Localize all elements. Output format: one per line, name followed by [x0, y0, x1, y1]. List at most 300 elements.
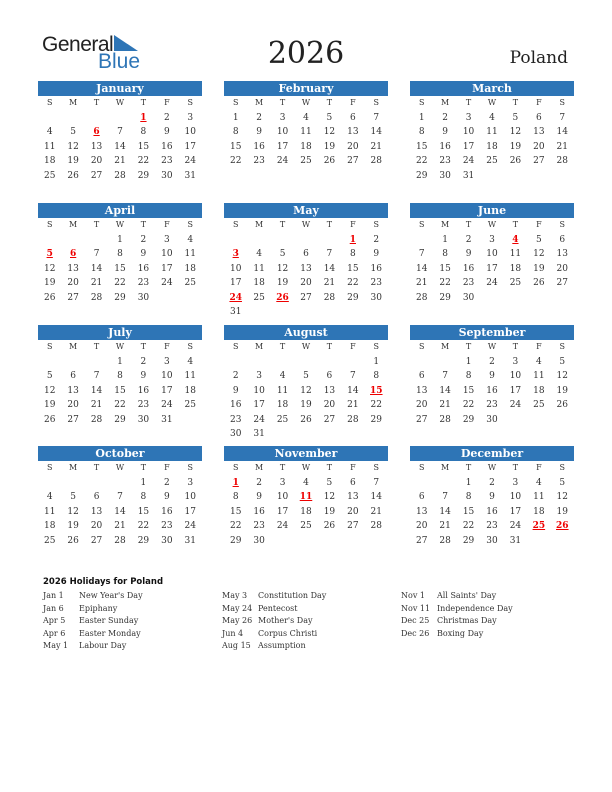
- day-cell: 15: [439, 263, 451, 274]
- holiday-name: Assumption: [258, 641, 306, 650]
- day-cell: 18: [509, 263, 522, 274]
- weekday-label: S: [46, 220, 53, 229]
- day-cell: 4: [187, 356, 194, 367]
- day-cell: 11: [509, 249, 522, 259]
- weekday-label: T: [512, 342, 519, 351]
- day-cell: 26: [67, 170, 79, 181]
- weekday-label: S: [187, 342, 194, 351]
- weekday-label: S: [46, 98, 53, 107]
- day-cell: 3: [187, 477, 194, 488]
- day-cell: 16: [462, 263, 475, 274]
- weekday-label: T: [279, 342, 286, 351]
- holiday-name: Easter Monday: [79, 628, 141, 638]
- weekday-label: F: [164, 463, 170, 472]
- day-cell: 23: [253, 156, 265, 166]
- weekday-label: T: [465, 98, 472, 107]
- day-cell: 17: [486, 263, 498, 274]
- day-cell: 12: [67, 141, 79, 152]
- weekday-label: W: [115, 98, 125, 107]
- empty-cell: [85, 476, 108, 491]
- day-cell: 2: [163, 112, 170, 123]
- day-cell: 26: [556, 521, 569, 531]
- day-cell: 26: [67, 535, 79, 546]
- day-cell: 21: [556, 141, 568, 152]
- day-cell: 5: [303, 371, 309, 381]
- day-cell: 10: [509, 492, 522, 502]
- day-cell: 20: [300, 278, 312, 288]
- day-cell: 15: [114, 385, 126, 396]
- day-cell: 1: [140, 112, 147, 123]
- weekday-label: F: [536, 342, 542, 351]
- day-cell: 10: [229, 263, 242, 274]
- weekday-label: F: [536, 220, 542, 229]
- holiday-name: Corpus Christi: [258, 628, 318, 638]
- day-cell: 3: [232, 249, 239, 259]
- day-cell: 8: [140, 127, 147, 137]
- day-cell: 28: [90, 292, 103, 303]
- day-cell: 15: [462, 506, 475, 517]
- day-cell: 7: [442, 371, 448, 381]
- day-cell: 4: [303, 112, 309, 123]
- day-cell: 12: [323, 492, 336, 502]
- day-cell: 23: [137, 400, 150, 410]
- day-cell: 24: [462, 156, 475, 166]
- month-header: November: [224, 446, 388, 461]
- day-cell: 23: [161, 521, 173, 531]
- month-header: December: [410, 446, 574, 461]
- day-cell: 22: [137, 156, 150, 166]
- weekday-label: W: [487, 220, 497, 229]
- day-cell: 4: [279, 371, 286, 381]
- holiday-item: [43, 615, 143, 628]
- day-cell: 25: [276, 414, 289, 425]
- day-cell: 24: [486, 278, 498, 288]
- weekday-label: S: [418, 342, 425, 351]
- day-cell: 2: [256, 477, 262, 488]
- day-cell: 18: [43, 521, 56, 531]
- day-cell: 29: [114, 292, 126, 303]
- day-cell: 29: [462, 535, 475, 546]
- month-june: [410, 203, 574, 305]
- month-header: January: [38, 81, 202, 96]
- day-cell: 26: [509, 156, 522, 166]
- weekday-label: S: [232, 220, 239, 229]
- day-cell: 27: [300, 292, 312, 303]
- empty-cell: [85, 355, 108, 370]
- empty-cell: [85, 111, 108, 126]
- day-cell: 2: [140, 356, 147, 367]
- weekday-label: S: [232, 463, 239, 472]
- day-cell: 7: [326, 249, 333, 259]
- day-cell: 30: [229, 429, 242, 439]
- day-cell: 23: [486, 521, 498, 531]
- day-cell: 13: [323, 385, 336, 396]
- weekday-label: S: [559, 342, 566, 351]
- weekday-label: F: [536, 98, 542, 107]
- day-cell: 2: [489, 477, 495, 488]
- day-cell: 2: [140, 234, 147, 245]
- day-cell: 18: [253, 278, 265, 288]
- holiday-name: Epiphany: [79, 603, 118, 613]
- day-cell: 5: [559, 356, 566, 367]
- day-cell: 8: [232, 492, 239, 502]
- month-may: [224, 203, 388, 320]
- day-cell: 15: [114, 263, 126, 274]
- day-cell: 13: [90, 506, 103, 517]
- empty-cell: [294, 355, 317, 370]
- day-cell: 23: [439, 156, 451, 166]
- day-cell: 14: [323, 263, 336, 274]
- day-cell: 23: [161, 156, 173, 166]
- holiday-item: [43, 590, 143, 603]
- day-cell: 26: [43, 292, 56, 303]
- weekday-label: F: [164, 98, 170, 107]
- day-cell: 31: [509, 535, 522, 546]
- day-cell: 14: [114, 141, 126, 152]
- holiday-name: Christmas Day: [437, 616, 497, 625]
- day-cell: 22: [229, 156, 242, 166]
- day-cell: 27: [533, 156, 545, 166]
- empty-cell: [294, 233, 317, 248]
- day-cell: 9: [140, 371, 147, 381]
- day-cell: 8: [349, 249, 356, 259]
- day-cell: 4: [187, 234, 194, 245]
- day-cell: 29: [415, 170, 428, 181]
- day-cell: 25: [43, 170, 56, 181]
- day-cell: 1: [117, 234, 123, 245]
- month-august: [224, 325, 388, 442]
- weekday-label: F: [350, 463, 356, 472]
- empty-cell: [38, 355, 61, 370]
- day-cell: 1: [232, 112, 239, 123]
- weekday-label: M: [441, 463, 450, 472]
- day-cell: 24: [184, 521, 196, 531]
- day-cell: 9: [465, 249, 472, 259]
- month-november: [224, 446, 388, 548]
- day-cell: 24: [161, 278, 173, 288]
- weekday-label: W: [487, 342, 497, 351]
- day-cell: 31: [184, 170, 196, 181]
- day-cell: 18: [486, 141, 498, 152]
- day-cell: 18: [184, 263, 196, 274]
- day-cell: 29: [137, 535, 150, 546]
- day-cell: 30: [161, 535, 173, 546]
- day-cell: 21: [114, 156, 126, 166]
- weekday-label: W: [487, 463, 497, 472]
- day-cell: 20: [67, 278, 79, 288]
- day-cell: 7: [559, 112, 566, 123]
- day-cell: 8: [465, 371, 472, 381]
- holiday-name: New Year's Day: [79, 591, 143, 600]
- day-cell: 27: [415, 414, 428, 425]
- day-cell: 1: [465, 477, 472, 488]
- day-cell: 6: [70, 371, 76, 381]
- day-cell: 7: [373, 477, 380, 488]
- empty-cell: [38, 233, 61, 248]
- day-cell: 10: [184, 492, 196, 502]
- weekday-label: T: [140, 342, 147, 351]
- weekday-label: F: [164, 342, 170, 351]
- day-cell: 22: [114, 400, 126, 410]
- weekday-label: W: [301, 220, 311, 229]
- holiday-date: Nov 1: [401, 591, 425, 600]
- weekday-label: M: [69, 342, 78, 351]
- day-cell: 11: [184, 249, 196, 259]
- weekday-label: T: [465, 220, 472, 229]
- day-cell: 31: [184, 535, 196, 546]
- day-cell: 16: [439, 141, 451, 152]
- day-cell: 26: [43, 414, 56, 425]
- weekday-label: S: [373, 220, 380, 229]
- day-cell: 4: [46, 127, 53, 137]
- holiday-item: [43, 628, 143, 641]
- day-cell: 4: [512, 234, 519, 245]
- day-cell: 1: [117, 356, 123, 367]
- holiday-date: May 26: [222, 616, 253, 625]
- empty-cell: [61, 355, 84, 370]
- day-cell: 10: [462, 127, 475, 137]
- month-march: [410, 81, 574, 183]
- day-cell: 4: [256, 249, 262, 259]
- day-cell: 7: [373, 112, 380, 123]
- day-cell: 17: [509, 506, 522, 517]
- day-cell: 26: [533, 278, 545, 288]
- day-cell: 25: [253, 292, 265, 303]
- holiday-item: [222, 640, 326, 653]
- weekday-label: T: [512, 463, 519, 472]
- day-cell: 11: [533, 492, 545, 502]
- day-cell: 5: [46, 371, 53, 381]
- holiday-item: [222, 628, 326, 641]
- day-cell: 21: [323, 278, 336, 288]
- empty-cell: [410, 233, 433, 248]
- day-cell: 11: [299, 492, 313, 502]
- month-september: [410, 325, 574, 427]
- day-cell: 28: [556, 156, 568, 166]
- day-cell: 19: [556, 506, 568, 517]
- weekday-label: T: [140, 98, 147, 107]
- day-cell: 4: [46, 492, 53, 502]
- day-cell: 23: [486, 400, 498, 410]
- empty-cell: [271, 233, 294, 248]
- day-cell: 24: [509, 521, 522, 531]
- day-cell: 27: [90, 170, 103, 181]
- day-cell: 17: [253, 400, 265, 410]
- day-cell: 4: [535, 356, 542, 367]
- day-cell: 19: [509, 141, 522, 152]
- day-cell: 13: [347, 492, 359, 502]
- day-cell: 6: [349, 477, 356, 488]
- day-cell: 20: [90, 521, 103, 531]
- weekday-label: T: [140, 220, 147, 229]
- holiday-item: [401, 590, 513, 603]
- day-cell: 24: [509, 400, 522, 410]
- day-cell: 14: [114, 506, 126, 517]
- month-header: April: [38, 203, 202, 218]
- day-cell: 19: [43, 278, 56, 288]
- weekday-label: W: [115, 220, 125, 229]
- holiday-name: Pentecost: [258, 603, 298, 613]
- day-cell: 17: [276, 141, 289, 152]
- year-title: 2026: [267, 36, 345, 71]
- day-cell: 10: [509, 371, 522, 381]
- day-cell: 29: [347, 292, 359, 303]
- day-cell: 14: [439, 385, 451, 396]
- day-cell: 18: [300, 506, 312, 517]
- holiday-date: Jan 6: [43, 603, 64, 613]
- holiday-name: Constitution Day: [258, 591, 327, 600]
- empty-cell: [108, 476, 131, 491]
- day-cell: 23: [229, 414, 242, 425]
- day-cell: 7: [442, 492, 448, 502]
- day-cell: 6: [93, 492, 100, 502]
- day-cell: 12: [509, 127, 522, 137]
- day-cell: 5: [326, 112, 333, 123]
- day-cell: 22: [439, 278, 451, 288]
- day-cell: 10: [253, 385, 265, 396]
- weekday-label: F: [350, 342, 356, 351]
- day-cell: 9: [256, 492, 262, 502]
- day-cell: 9: [163, 127, 170, 137]
- weekday-label: M: [255, 342, 264, 351]
- day-cell: 28: [439, 414, 451, 425]
- day-cell: 14: [439, 506, 451, 517]
- day-cell: 26: [300, 414, 312, 425]
- weekday-label: W: [487, 98, 497, 107]
- day-cell: 9: [140, 249, 147, 259]
- day-cell: 19: [300, 400, 312, 410]
- day-cell: 8: [232, 127, 239, 137]
- day-cell: 15: [347, 263, 359, 274]
- empty-cell: [247, 233, 270, 248]
- day-cell: 29: [229, 535, 242, 546]
- holiday-name: Independence Day: [437, 603, 513, 613]
- day-cell: 20: [90, 156, 103, 166]
- day-cell: 7: [93, 249, 100, 259]
- day-cell: 6: [303, 249, 309, 259]
- day-cell: 3: [187, 112, 194, 123]
- day-cell: 17: [161, 385, 173, 396]
- day-cell: 17: [184, 506, 196, 517]
- day-cell: 22: [370, 400, 382, 410]
- day-cell: 14: [347, 385, 359, 396]
- weekday-label: W: [115, 463, 125, 472]
- day-cell: 17: [161, 263, 173, 274]
- day-cell: 23: [462, 278, 475, 288]
- day-cell: 13: [556, 249, 568, 259]
- day-cell: 12: [323, 127, 336, 137]
- day-cell: 16: [486, 506, 498, 517]
- day-cell: 9: [232, 385, 239, 396]
- day-cell: 12: [556, 371, 568, 381]
- month-header: February: [224, 81, 388, 96]
- day-cell: 21: [90, 278, 103, 288]
- day-cell: 11: [43, 506, 56, 517]
- day-cell: 30: [137, 292, 150, 303]
- day-cell: 28: [114, 535, 126, 546]
- day-cell: 14: [370, 127, 382, 137]
- weekday-label: T: [512, 220, 519, 229]
- weekday-label: S: [418, 220, 425, 229]
- day-cell: 1: [140, 477, 147, 488]
- weekday-label: S: [232, 98, 239, 107]
- day-cell: 4: [303, 477, 309, 488]
- day-cell: 7: [418, 249, 425, 259]
- day-cell: 14: [370, 492, 382, 502]
- day-cell: 4: [489, 112, 495, 123]
- day-cell: 25: [532, 521, 546, 531]
- month-header: May: [224, 203, 388, 218]
- weekday-label: W: [301, 463, 311, 472]
- day-cell: 21: [90, 400, 103, 410]
- day-cell: 16: [370, 263, 382, 274]
- weekday-label: S: [46, 342, 53, 351]
- day-cell: 13: [533, 127, 545, 137]
- day-cell: 14: [556, 127, 568, 137]
- day-cell: 9: [489, 371, 495, 381]
- holiday-column: [222, 590, 326, 653]
- day-cell: 6: [418, 492, 425, 502]
- day-cell: 3: [279, 112, 286, 123]
- weekday-label: S: [373, 98, 380, 107]
- day-cell: 1: [465, 356, 472, 367]
- day-cell: 22: [462, 400, 475, 410]
- weekday-label: M: [441, 98, 450, 107]
- day-cell: 28: [370, 156, 382, 166]
- month-header: July: [38, 325, 202, 340]
- month-header: June: [410, 203, 574, 218]
- weekday-label: S: [187, 220, 194, 229]
- day-cell: 11: [184, 371, 196, 381]
- day-cell: 26: [556, 400, 568, 410]
- day-cell: 29: [370, 414, 382, 425]
- day-cell: 13: [415, 385, 428, 396]
- day-cell: 13: [67, 263, 79, 274]
- weekday-label: F: [164, 220, 170, 229]
- day-cell: 21: [347, 400, 359, 410]
- day-cell: 16: [486, 385, 498, 396]
- holiday-date: Dec 26: [401, 628, 430, 638]
- day-cell: 30: [439, 170, 451, 181]
- holiday-item: [222, 603, 326, 616]
- weekday-label: M: [441, 220, 450, 229]
- day-cell: 3: [512, 356, 519, 367]
- weekday-label: T: [93, 463, 100, 472]
- day-cell: 19: [43, 400, 56, 410]
- day-cell: 19: [533, 263, 545, 274]
- weekday-label: W: [115, 342, 125, 351]
- day-cell: 11: [533, 371, 545, 381]
- weekday-label: S: [373, 342, 380, 351]
- day-cell: 16: [253, 506, 265, 517]
- day-cell: 15: [137, 506, 150, 517]
- weekday-label: S: [559, 463, 566, 472]
- day-cell: 25: [300, 156, 312, 166]
- day-cell: 7: [117, 127, 123, 137]
- day-cell: 12: [556, 492, 568, 502]
- empty-cell: [410, 476, 433, 491]
- day-cell: 13: [300, 263, 312, 274]
- day-cell: 12: [43, 263, 56, 274]
- holiday-item: [401, 615, 513, 628]
- weekday-label: S: [232, 342, 239, 351]
- day-cell: 19: [276, 278, 289, 288]
- day-cell: 28: [439, 535, 451, 546]
- weekday-label: S: [559, 98, 566, 107]
- day-cell: 20: [347, 506, 359, 517]
- day-cell: 28: [415, 292, 428, 303]
- weekday-label: S: [46, 463, 53, 472]
